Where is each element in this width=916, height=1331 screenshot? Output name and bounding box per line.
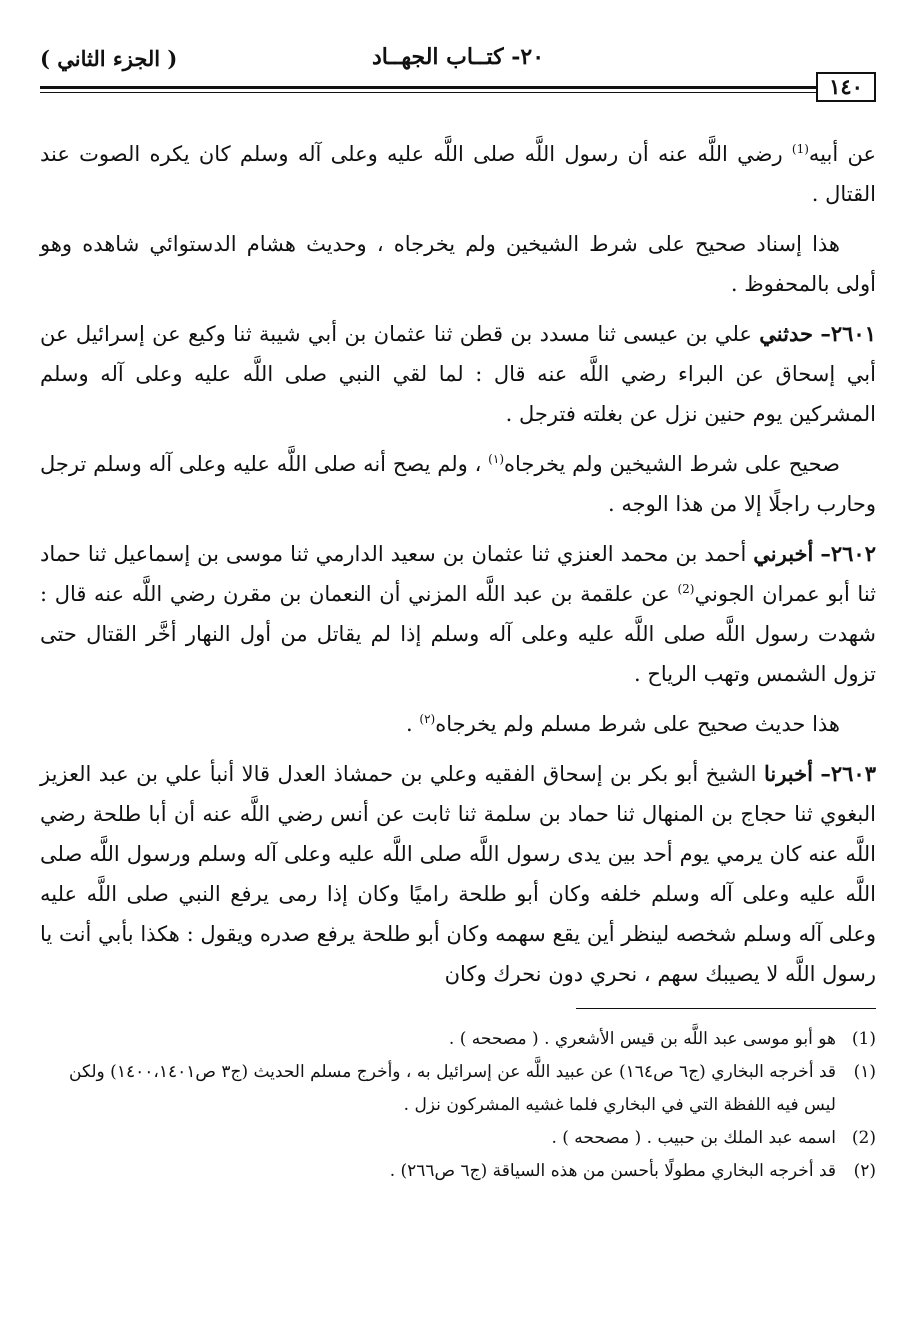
book-title: ٢٠- كتــاب الجهــاد — [371, 44, 545, 70]
paragraph-2: هذا إسناد صحيح على شرط الشيخين ولم يخرجاه ، وحديث هشام الدستوائي شاهده وهو أولى بالمحفوظ . — [40, 232, 876, 296]
footnote-number: (2) — [851, 1128, 876, 1148]
hadith-2602: ٢٦٠٢– أخبرني أحمد بن محمد العنزي ثنا عثمان بن سعيد الدارمي ثنا موسى بن إسماعيل ثنا حماد ثنا أبو عمران الجوني$^{(2)}$ عن علقمة بن عبد اللَّه المزني أن النعمان بن مقرن رضي اللَّه عنه قال : شهدت رسول اللَّه صلى اللَّه عليه وعلى آله وسلم إذا لم يقاتل من أول النهار أخَّر القتال حتى تزول الشمس وتهب الرياح . — [40, 541, 876, 686]
footnote-ref: (٢) — [419, 712, 436, 726]
hadith-lead: أخبرنا — [763, 761, 813, 786]
book-page — [40, 38, 876, 1188]
volume-label: ( الجزء الثاني ) — [40, 46, 178, 71]
hadith-number: ٢٦٠٢– — [820, 541, 876, 566]
footnote-number: (١) — [853, 1062, 876, 1082]
page-header — [40, 38, 876, 100]
footnote-number: (1) — [851, 1029, 876, 1049]
header-rule — [40, 86, 816, 93]
hadith-2601: ٢٦٠١– حدثني علي بن عيسى ثنا مسدد بن قطن ثنا عثمان بن أبي شيبة ثنا وكيع عن إسرائيل عن أبي إسحاق عن البراء رضي اللَّه عنه قال : لما لقي النبي صلى اللَّه عليه وعلى آله وسلم المشركين يوم حنين نزل عن بغلته فترجل . — [40, 321, 876, 426]
hadith-lead: حدثني — [759, 321, 813, 346]
footnote-item: (2)اسمه عبد الملك بن حبيب . ( مصححه ) . — [40, 1122, 876, 1155]
footnote-ref: (2) — [677, 582, 695, 596]
paragraph-1: عن أبيه$^{(1)}$ رضي اللَّه عنه أن رسول اللَّه صلى اللَّه عليه وعلى آله وسلم كان يكره الصوت عند القتال . — [40, 142, 876, 206]
paragraph-4: صحيح على شرط الشيخين ولم يخرجاه$^{(١)}$ ، ولم يصح أنه صلى اللَّه عليه وعلى آله وسلم ترجل وحارب راجلًا إلا من هذا الوجه . — [40, 452, 876, 516]
main-text — [40, 134, 876, 994]
paragraph-6: هذا حديث صحيح على شرط مسلم ولم يخرجاه$^{(٢)}$ . — [406, 712, 840, 736]
footnote-item: (٢)قد أخرجه البخاري مطولًا بأحسن من هذه السياقة (ج٦ ص٢٦٦) . — [40, 1155, 876, 1188]
hadith-number: ٢٦٠٣– — [820, 761, 876, 786]
hadith-lead: أخبرني — [753, 541, 814, 566]
footnote-item: (١)قد أخرجه البخاري (ج٦ ص١٦٤) عن عبيد اللَّه عن إسرائيل به ، وأخرج مسلم الحديث (ج٣ ص١٤٠٠،١٤٠١) ولكن ليس فيه اللفظة التي في البخاري فلما غشيه المشركون نزل . — [40, 1056, 876, 1122]
footnote-separator — [576, 1008, 876, 1009]
footnote-number: (٢) — [853, 1161, 876, 1181]
page-number: ١٤٠ — [816, 72, 876, 102]
footnote-ref: (1) — [791, 142, 809, 156]
hadith-2603: ٢٦٠٣– أخبرنا الشيخ أبو بكر بن إسحاق الفقيه وعلي بن حمشاذ العدل قالا أنبأ علي بن عبد العزيز البغوي ثنا حجاج بن المنهال ثنا حماد بن سلمة ثنا ثابت عن أنس رضي اللَّه عنه أن أبا طلحة رضي اللَّه عنه كان يرمي يوم أحد بين يدى رسول اللَّه صلى اللَّه عليه وعلى آله وسلم ورسول اللَّه صلى اللَّه عليه وعلى آله وسلم خلفه وكان أبو طلحة راميًا وكان إذا رمى يرفع النبي صلى اللَّه عليه وعلى آله وسلم شخصه لينظر أين يقع سهمه وكان أبو طلحة يرفع صدره ويقول : هكذا بأبي أنت يا رسول اللَّه لا يصيبك سهم ، نحري دون نحرك وكان — [40, 761, 877, 986]
hadith-number: ٢٦٠١– — [820, 321, 876, 346]
footnote-item: (1)هو أبو موسى عبد اللَّه بن قيس الأشعري . ( مصححه ) . — [40, 1023, 876, 1056]
footnote-ref: (١) — [488, 452, 504, 466]
footnotes — [40, 1023, 876, 1188]
